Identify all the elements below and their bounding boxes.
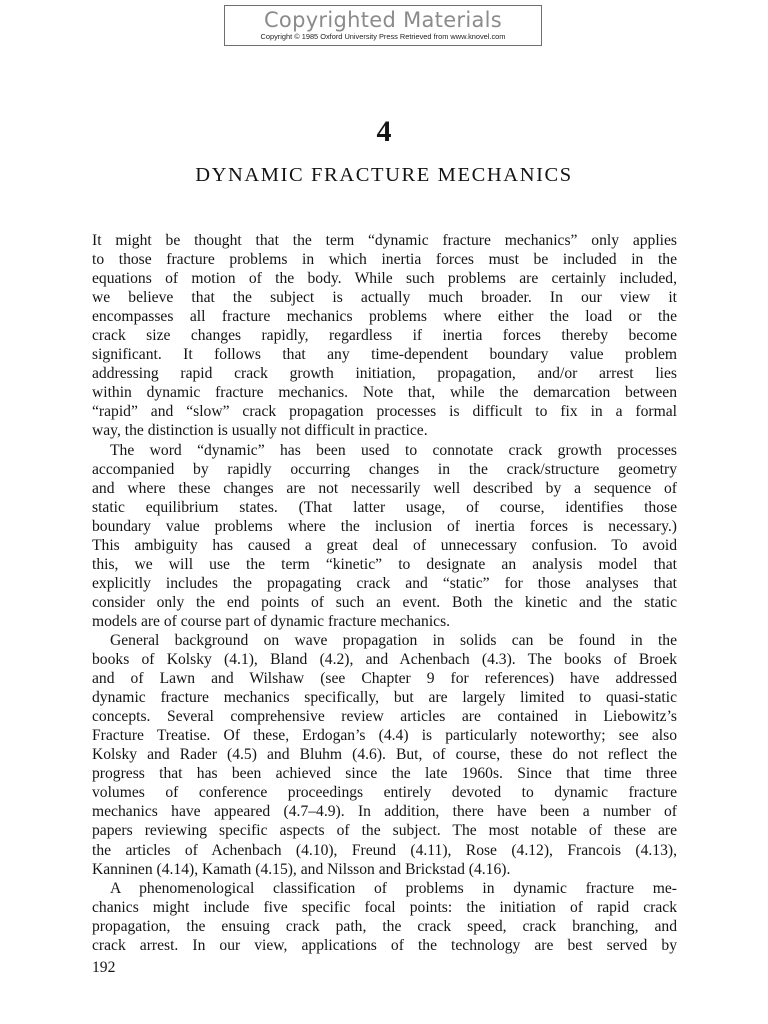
text-line: It might be thought that the term “dynamic fracture mechanics” only applies <box>92 232 677 249</box>
text-line: significant. It follows that any time-dependent boundary value problem <box>92 346 677 364</box>
text-line: This ambiguity has caused a great deal of unnecessary confusion. To avoid <box>92 536 677 554</box>
text-line: chanics might include five specific focal points: the initiation of rapid crack <box>92 898 677 916</box>
text-line: crack arrest. In our view, applications of the technology are best served by <box>92 936 677 954</box>
text-line: encompasses all fracture mechanics problems where either the load or the <box>92 308 677 326</box>
text-line: this, we will use the term “kinetic” to designate an analysis model that <box>92 555 677 573</box>
text-line: addressing rapid crack growth initiation, propagation, and/or arrest lies <box>92 365 677 383</box>
text-line: accompanied by rapidly occurring changes in the crack/structure geometry <box>92 460 677 478</box>
text-line: to those fracture problems in which inertia forces must be included in the <box>92 251 677 269</box>
text-line: propagation, the ensuing crack path, the crack speed, crack branching, and <box>92 917 677 935</box>
text-line: crack size changes rapidly, regardless if inertia forces thereby become <box>92 327 677 345</box>
text-line: A phenomenological classification of problems in dynamic fracture me- <box>110 879 677 897</box>
chapter-title: DYNAMIC FRACTURE MECHANICS <box>195 164 573 186</box>
text-line: “rapid” and “slow” crack propagation processes is difficult to fix in a formal <box>92 403 677 421</box>
text-line: papers reviewing specific aspects of the subject. The most notable of these are <box>92 822 677 840</box>
copyright-stamp <box>224 5 542 46</box>
text-line: Kanninen (4.14), Kamath (4.15), and Nilsson and Brickstad (4.16). <box>92 860 511 878</box>
text-line: volumes of conference proceedings entirely devoted to dynamic fracture <box>92 784 677 802</box>
text-line: dynamic fracture mechanics specifically, but are largely limited to quasi-static <box>92 689 677 707</box>
text-line: Fracture Treatise. Of these, Erdogan’s (4.4) is particularly noteworthy; see also <box>92 727 677 745</box>
text-line: concepts. Several comprehensive review articles are contained in Liebowitz’s <box>92 708 677 726</box>
stamp-copyright-line: Copyright © 1985 Oxford University Press Retrieved from www.knovel.com <box>260 32 506 41</box>
text-line: models are of course part of dynamic fracture mechanics. <box>92 612 451 630</box>
text-line: Kolsky and Rader (4.5) and Bluhm (4.6). But, of course, these do not reflect the <box>92 746 677 764</box>
text-line: General background on wave propagation in solids can be found in the <box>110 631 677 649</box>
text-line: mechanics have appeared (4.7–4.9). In addition, there have been a number of <box>92 803 677 821</box>
text-line: explicitly includes the propagating crack and “static” for those analyses that <box>92 574 677 592</box>
text-line: static equilibrium states. (That latter usage, of course, identifies those <box>92 498 677 516</box>
text-line: equations of motion of the body. While such problems are certainly included, <box>92 270 677 288</box>
page-number: 192 <box>92 959 116 976</box>
text-line: within dynamic fracture mechanics. Note that, while the demarcation between <box>92 384 677 402</box>
text-line: the articles of Achenbach (4.10), Freund (4.11), Rose (4.12), Francois (4.13), <box>92 841 677 859</box>
text-line: way, the distinction is usually not difficult in practice. <box>92 422 428 440</box>
text-line: boundary value problems where the inclusion of inertia forces is necessary.) <box>92 517 677 535</box>
text-line: and where these changes are not necessarily well described by a sequence of <box>92 479 677 497</box>
chapter-number: 4 <box>376 115 392 148</box>
text-line: The word “dynamic” has been used to connotate crack growth processes <box>110 441 677 459</box>
text-line: books of Kolsky (4.1), Bland (4.2), and Achenbach (4.3). The books of Broek <box>92 651 677 669</box>
text-line: we believe that the subject is actually much broader. In our view it <box>92 289 677 307</box>
stamp-title: Copyrighted Materials <box>263 8 503 32</box>
text-line: progress that has been achieved since the late 1960s. Since that time three <box>92 765 677 783</box>
text-line: consider only the end points of such an event. Both the kinetic and the static <box>92 593 677 611</box>
body-text <box>92 231 677 955</box>
text-line: and of Lawn and Wilshaw (see Chapter 9 for references) have addressed <box>92 670 677 688</box>
